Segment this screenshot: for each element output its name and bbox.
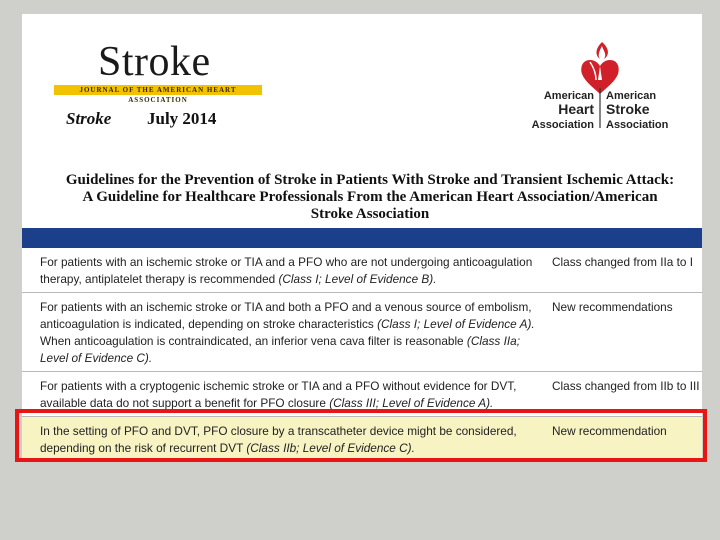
table-row <box>22 293 702 372</box>
logo-right-line-1: American <box>606 90 657 102</box>
recommendation-status: Class changed from IIb to III <box>552 379 700 393</box>
issue-date: July 2014 <box>147 109 217 128</box>
evidence-class: (Class I; Level of Evidence A). <box>377 317 535 331</box>
journal-name: Stroke <box>98 39 211 85</box>
guideline-title: Guidelines for the Prevention of Stroke in Patients With Stroke and Transient Ischemic Attack: A Guideline for Healthcare Professionals From the American Heart Association/American Stroke Association <box>65 172 675 222</box>
logo-right-line-2: Stroke <box>606 101 650 117</box>
issue-journal-name: Stroke <box>66 109 112 128</box>
recommendation-body: For patients with an ischemic stroke or TIA and a PFO who are not undergoing anticoagulation therapy, antiplatelet therapy is recommended <box>40 255 533 286</box>
highlight-box <box>15 409 707 462</box>
logo-left-line-1: American <box>543 90 594 102</box>
heart-torch-icon <box>581 42 618 94</box>
recommendation-body: For patients with an ischemic stroke or TIA and both a PFO and a venous source of embolism, anticoagulation is indicated, depending on stroke characteristics <box>40 300 532 331</box>
evidence-class: (Class I; Level of Evidence B). <box>278 272 437 286</box>
recommendation-body-2: When anticoagulation is contraindicated, an inferior vena cava filter is reasonable <box>40 334 464 348</box>
table-row <box>22 248 702 293</box>
table-header-bar <box>22 228 702 248</box>
journal-tagline: JOURNAL OF THE AMERICAN HEART ASSOCIATION <box>54 85 262 95</box>
evidence-class: (Class IIb; Level of Evidence C). <box>246 441 415 455</box>
recommendation-text <box>40 378 540 412</box>
recommendation-text <box>40 299 540 367</box>
evidence-class: (Class III; Level of Evidence A). <box>329 396 494 410</box>
evidence-class-2: (Class IIa; Level of Evidence C). <box>40 334 521 365</box>
recommendation-body: In the setting of PFO and DVT, PFO closure by a transcatheter device might be considered, depending on the risk of recurrent DVT <box>40 424 517 455</box>
recommendation-status: New recommendation <box>552 424 667 438</box>
recommendation-status: New recommendations <box>552 300 673 314</box>
recommendation-body: For patients with a cryptogenic ischemic stroke or TIA and a PFO without evidence for DVT, available data do not support a benefit for PFO closure <box>40 379 517 410</box>
logo-right-line-3: Association <box>606 119 669 131</box>
recommendation-status: Class changed from IIa to I <box>552 255 693 269</box>
aha-asa-logo <box>524 40 690 132</box>
logo-left-line-3: Association <box>531 119 594 131</box>
logo-left-line-2: Heart <box>558 101 594 117</box>
recommendation-text <box>40 254 540 288</box>
